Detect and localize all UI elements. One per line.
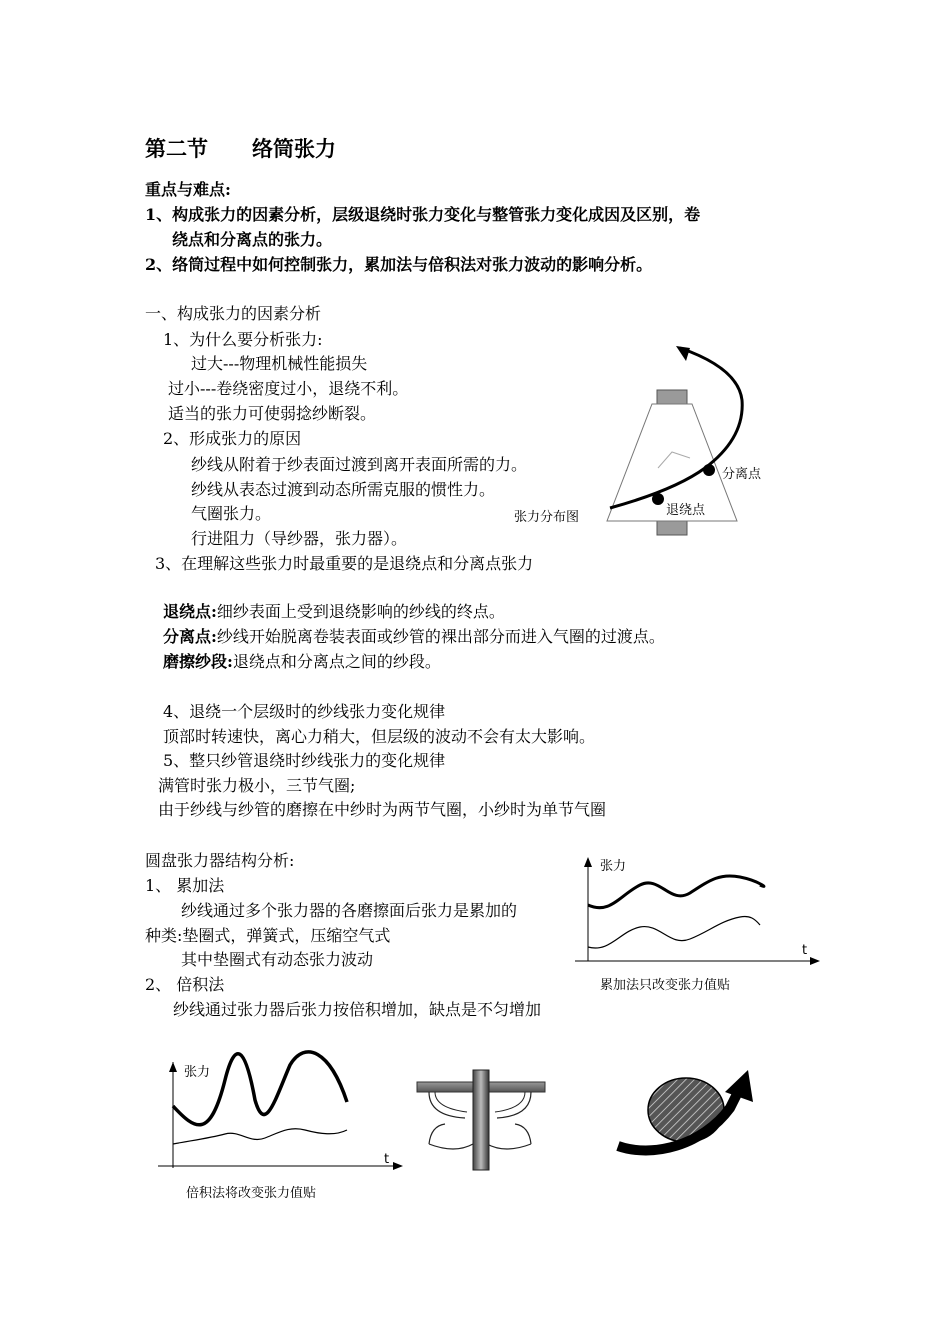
q4: 4、退绕一个层级时的纱线张力变化规律 (163, 702, 446, 721)
separation-point-dot (703, 464, 715, 476)
keypoint-2: 2、络筒过程中如何控制张力，累加法与倍积法对张力波动的影响分析。 (145, 255, 653, 274)
q1-a: 过大---物理机械性能损失 (191, 354, 368, 373)
method-1: 1、 累加法 (145, 876, 225, 895)
tensioner-heading: 圆盘张力器结构分析: (145, 851, 295, 870)
q2-c: 气圈张力。 (191, 504, 272, 523)
disc-tensioner-illustration (415, 1068, 550, 1173)
def-separation-text: 纱线开始脱离卷装表面或纱管的裸出部分而进入气圈的过渡点。 (216, 627, 665, 646)
q5-a: 满管时张力极小，三节气圈; (158, 776, 356, 795)
page-title: 络筒张力 (252, 137, 336, 161)
q5: 5、整只纱管退绕时纱线张力的变化规律 (163, 751, 446, 770)
unwinding-point-dot (652, 493, 664, 505)
keypoint-1-cont: 绕点和分离点的张力。 (172, 230, 333, 249)
keypoints-label: 重点与难点: (145, 180, 231, 199)
q1-c: 适当的张力可使弱捻纱断裂。 (168, 404, 377, 423)
q1: 1、为什么要分析张力: (163, 330, 323, 349)
q2-a: 纱线从附着于纱表面过渡到离开表面所需的力。 (191, 455, 528, 474)
fig2-ylabel: 张力 (600, 859, 627, 874)
def-unwinding-term: 退绕点: (163, 602, 217, 621)
multiplicative-method-graph (155, 1040, 415, 1180)
q1-b: 过小---卷绕密度过小，退绕不利。 (168, 379, 409, 398)
method-2-a: 纱线通过张力器后张力按倍积增加，缺点是不匀增加 (173, 1000, 542, 1019)
method-1-b: 种类:垫圈式，弹簧式，压缩空气式 (145, 926, 391, 945)
fig3-ylabel: 张力 (184, 1065, 211, 1080)
def-separation-term: 分离点: (163, 627, 217, 646)
def-unwinding-text: 细纱表面上受到退绕影响的纱线的终点。 (216, 602, 505, 621)
method-1-a: 纱线通过多个张力器的各磨擦面后张力是累加的 (181, 901, 518, 920)
fig3-caption: 倍积法将改变张力值贴 (186, 1186, 317, 1201)
q3: 3、在理解这些张力时最重要的是退绕点和分离点张力 (155, 554, 534, 573)
fig3-xlabel: t (384, 1152, 390, 1167)
method-2: 2、 倍积法 (145, 975, 225, 994)
section-number: 第二节 (145, 137, 208, 161)
yarn-package-illustration (612, 1068, 762, 1168)
def-friction-term: 磨擦纱段: (163, 652, 233, 671)
def-friction-text: 退绕点和分离点之间的纱段。 (232, 652, 441, 671)
keypoint-1: 1、构成张力的因素分析，层级退绕时张力变化与整管张力变化成因及区别，卷 (145, 205, 701, 224)
method-1-c: 其中垫圈式有动态张力波动 (181, 950, 374, 969)
fig2-caption: 累加法只改变张力值贴 (600, 978, 731, 993)
q2-d: 行进阻力（导纱器，张力器）。 (191, 529, 408, 548)
unwinding-point-label: 退绕点 (666, 503, 706, 518)
fig1-caption: 张力分布图 (514, 510, 580, 525)
q2-b: 纱线从表态过渡到动态所需克服的惯性力。 (191, 480, 496, 499)
q5-b: 由于纱线与纱管的磨擦在中纱时为两节气圈，小纱时为单节气圈 (158, 800, 607, 819)
part1-heading: 一、构成张力的因素分析 (145, 304, 322, 323)
separation-point-label: 分离点 (722, 467, 762, 482)
q2: 2、形成张力的原因 (163, 429, 302, 448)
fig2-xlabel: t (802, 943, 808, 958)
q4-a: 顶部时转速快，离心力稍大，但层级的波动不会有太大影响。 (163, 727, 596, 746)
